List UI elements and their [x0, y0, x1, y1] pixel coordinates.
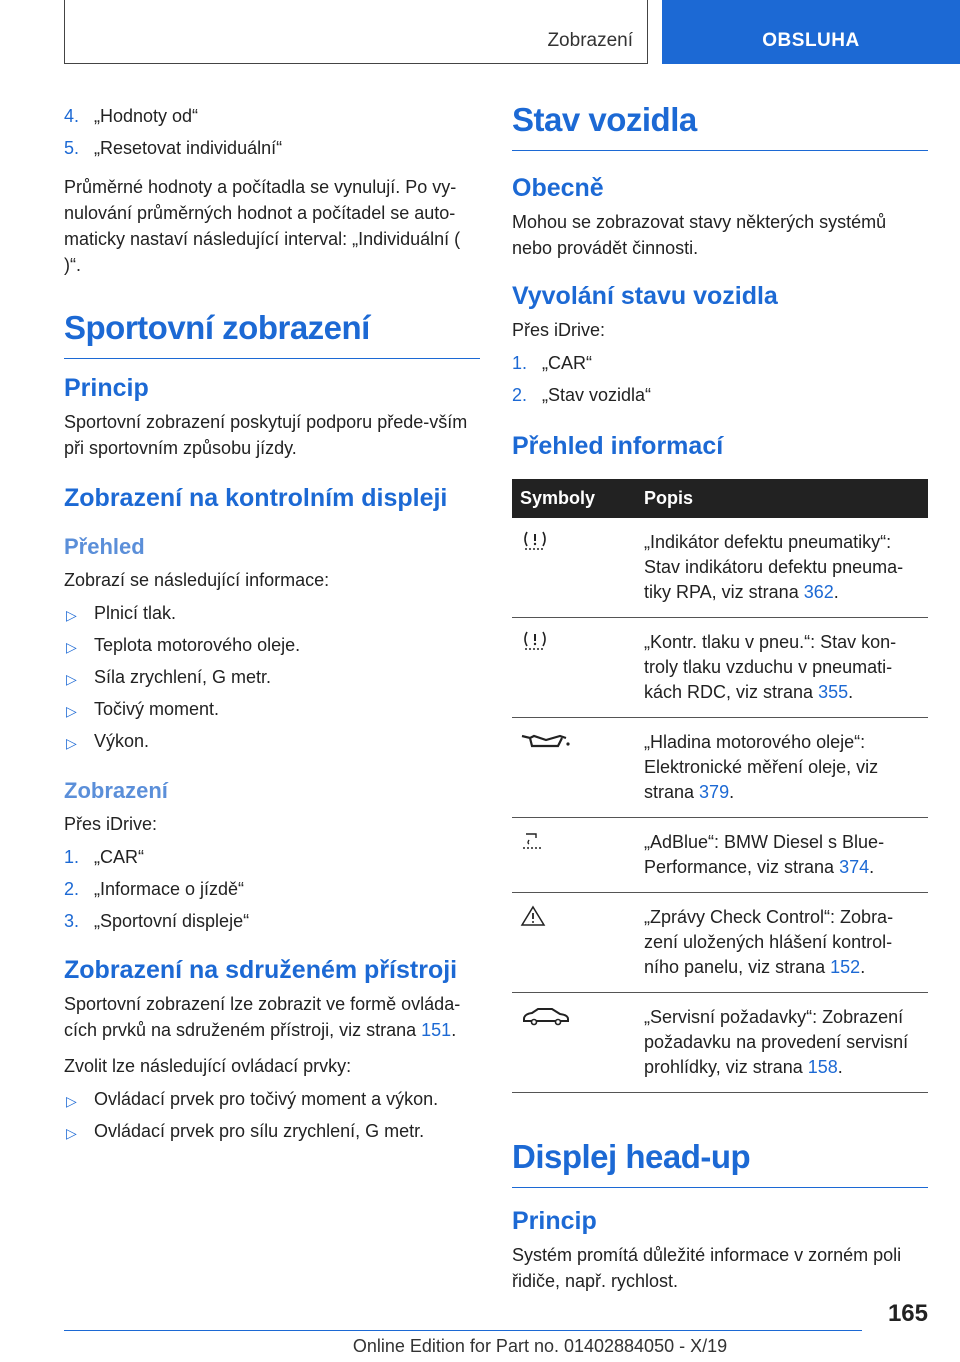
- list-item: [64, 725, 480, 757]
- list-text: Ovládací prvek pro točivý moment a výkon.: [94, 1089, 439, 1109]
- section-title-sport: Sportovní zobrazení: [64, 308, 480, 359]
- list-text: „Hodnoty od“: [94, 106, 199, 126]
- list-number: 2.: [64, 879, 80, 899]
- adblue-icon: [520, 830, 546, 852]
- list-item: [64, 841, 480, 873]
- header-section-title: Zobrazení: [547, 30, 633, 51]
- list-number: 4.: [64, 106, 80, 126]
- list-text: Točivý moment.: [94, 699, 220, 719]
- footer-divider: [64, 1330, 862, 1331]
- list-text: Ovládací prvek pro sílu zrychlení, G metr.: [94, 1121, 425, 1141]
- description-cell: „Indikátor defektu pneumatiky“: Stav indikátoru defektu pneuma-tiky RPA, viz strana 362.: [636, 518, 928, 618]
- intro-paragraph: Průměrné hodnoty a počítadla se vynulují. Po vy-nulování průměrných hodnot a počítadel se auto-maticky nastaví následující interval: „Individuální ( )“.: [64, 177, 461, 275]
- bullet-triangle-icon: ▷: [66, 671, 77, 687]
- heading-obecne: Obecně: [512, 174, 604, 202]
- tire-pressure-icon: [520, 630, 550, 652]
- prehled-list: [64, 597, 480, 757]
- column-header-description: Popis: [636, 479, 928, 518]
- prehled-paragraph: Zobrazí se následující informace:: [64, 570, 330, 590]
- volit-list: [64, 1083, 480, 1147]
- list-text: Síla zrychlení, G metr.: [94, 667, 272, 687]
- footer-edition: Online Edition for Part no. 01402884050 - X/19: [352, 1336, 728, 1356]
- list-text: „Stav vozidla“: [542, 385, 652, 405]
- symbol-cell: [512, 893, 636, 993]
- header-chapter-title: OBSLUHA: [762, 30, 860, 51]
- hud-paragraph: Systém promítá důležité informace v zorném poli řidiče, např. rychlost.: [512, 1245, 902, 1291]
- symbol-cell: [512, 718, 636, 818]
- bullet-triangle-icon: ▷: [66, 1093, 77, 1109]
- header-section-box: [64, 0, 648, 64]
- tire-pressure-icon: [520, 530, 550, 552]
- bullet-triangle-icon: ▷: [66, 735, 77, 751]
- table-row: [512, 818, 928, 893]
- table-header-row: [512, 479, 928, 518]
- table-row: [512, 518, 928, 618]
- pres-idrive-text: Přes iDrive:: [64, 814, 158, 834]
- list-item: [512, 379, 928, 411]
- heading-cluster: Zobrazení na sdruženém přístroji: [64, 956, 458, 984]
- list-item: [64, 132, 480, 164]
- list-item: [64, 100, 480, 132]
- list-number: 2.: [512, 385, 528, 405]
- obecne-paragraph: Mohou se zobrazovat stavy některých systémů nebo provádět činnosti.: [512, 212, 887, 258]
- list-item: [64, 629, 480, 661]
- bullet-triangle-icon: ▷: [66, 703, 77, 719]
- description-cell: „Zprávy Check Control“: Zobra-zení uložených hlášení kontrol-ního panelu, viz strana 152.: [636, 893, 928, 993]
- list-item: [64, 1083, 480, 1115]
- oil-can-icon: [520, 730, 572, 752]
- pres-idrive-text: Přes iDrive:: [512, 320, 606, 340]
- volit-paragraph: Zvolit lze následující ovládací prvky:: [64, 1056, 352, 1076]
- heading-hud-princip: Princip: [512, 1207, 597, 1235]
- page-link[interactable]: 362: [803, 582, 834, 602]
- header-chapter-tab: [662, 0, 960, 64]
- table-row: [512, 993, 928, 1093]
- description-cell: „Kontr. tlaku v pneu.“: Stav kon-troly tlaku vzduchu v pneumati-kách RDC, viz strana 355.: [636, 618, 928, 718]
- description-cell: „Hladina motorového oleje“: Elektronické měření oleje, viz strana 379.: [636, 718, 928, 818]
- list-number: 1.: [512, 353, 528, 373]
- page-link[interactable]: 374: [839, 857, 870, 877]
- heading-control-display: Zobrazení na kontrolním displeji: [64, 484, 448, 512]
- car-service-icon: [520, 1005, 572, 1027]
- page-link[interactable]: 379: [699, 782, 730, 802]
- description-text: „Hladina motorového oleje“: Elektronické měření oleje, viz strana: [644, 732, 879, 802]
- heading-vyvolani: Vyvolání stavu vozidla: [512, 282, 778, 310]
- right-column: [512, 100, 928, 1304]
- list-number: 3.: [64, 911, 80, 931]
- list-text: Teplota motorového oleje.: [94, 635, 301, 655]
- page-link[interactable]: 152: [830, 957, 861, 977]
- list-text: „Resetovat individuální“: [94, 138, 283, 158]
- description-text: „Kontr. tlaku v pneu.“: Stav kon-troly tlaku vzduchu v pneumati-kách RDC, viz strana: [644, 632, 897, 702]
- heading-princip: Princip: [64, 374, 149, 402]
- table-row: [512, 893, 928, 993]
- list-item: [512, 347, 928, 379]
- list-text: „Informace o jízdě“: [94, 879, 245, 899]
- list-text: „Sportovní displeje“: [94, 911, 250, 931]
- description-text: „AdBlue“: BMW Diesel s Blue-Performance, viz strana: [644, 832, 885, 877]
- section-title-vehicle-status: Stav vozidla: [512, 100, 928, 151]
- page-link[interactable]: 158: [807, 1057, 838, 1077]
- page-link[interactable]: 151: [421, 1020, 452, 1040]
- steps-list: [512, 347, 928, 411]
- description-text: „Servisní požadavky“: Zobrazení požadavku na provedení servisní prohlídky, viz strana: [644, 1007, 909, 1077]
- symbol-cell: [512, 618, 636, 718]
- list-item: [64, 873, 480, 905]
- list-item: [64, 661, 480, 693]
- cluster-text: Sportovní zobrazení lze zobrazit ve formě ovláda-cích prvků na sdruženém přístroji, viz strana: [64, 994, 461, 1040]
- intro-list: [64, 100, 480, 164]
- list-text: Plnicí tlak.: [94, 603, 177, 623]
- table-row: [512, 718, 928, 818]
- description-cell: „Servisní požadavky“: Zobrazení požadavku na provedení servisní prohlídky, viz strana 158.: [636, 993, 928, 1093]
- left-column: [64, 100, 480, 1157]
- info-table: [512, 479, 928, 1093]
- heading-zobrazeni: Zobrazení: [64, 778, 168, 803]
- list-item: [64, 905, 480, 937]
- section-title-hud: Displej head-up: [512, 1137, 928, 1188]
- description-cell: „AdBlue“: BMW Diesel s Blue-Performance, viz strana 374.: [636, 818, 928, 893]
- symbol-cell: [512, 518, 636, 618]
- list-item: [64, 693, 480, 725]
- table-row: [512, 618, 928, 718]
- symbol-cell: [512, 993, 636, 1093]
- bullet-triangle-icon: ▷: [66, 639, 77, 655]
- cluster-paragraph: Sportovní zobrazení lze zobrazit ve formě ovláda-cích prvků na sdruženém přístroji, viz strana 151.: [64, 994, 461, 1040]
- page-link[interactable]: 355: [818, 682, 849, 702]
- list-text: „CAR“: [542, 353, 592, 373]
- list-number: 1.: [64, 847, 80, 867]
- symbol-cell: [512, 818, 636, 893]
- description-text: „Indikátor defektu pneumatiky“: Stav indikátoru defektu pneuma-tiky RPA, viz strana: [644, 532, 904, 602]
- warning-triangle-icon: [520, 905, 546, 927]
- heading-prehled: Přehled: [64, 534, 145, 559]
- page-number: 165: [887, 1300, 928, 1327]
- bullet-triangle-icon: ▷: [66, 607, 77, 623]
- column-header-symbols: Symboly: [512, 479, 636, 518]
- list-number: 5.: [64, 138, 80, 158]
- list-text: Výkon.: [94, 731, 150, 751]
- heading-prehled-informaci: Přehled informací: [512, 432, 724, 460]
- bullet-triangle-icon: ▷: [66, 1125, 77, 1141]
- list-item: [64, 597, 480, 629]
- princip-paragraph: Sportovní zobrazení poskytují podporu přede-vším při sportovním způsobu jízdy.: [64, 412, 468, 458]
- steps-list: [64, 841, 480, 937]
- list-item: [64, 1115, 480, 1147]
- description-text: „Zprávy Check Control“: Zobra-zení uložených hlášení kontrol-ního panelu, viz strana: [644, 907, 894, 977]
- list-text: „CAR“: [94, 847, 144, 867]
